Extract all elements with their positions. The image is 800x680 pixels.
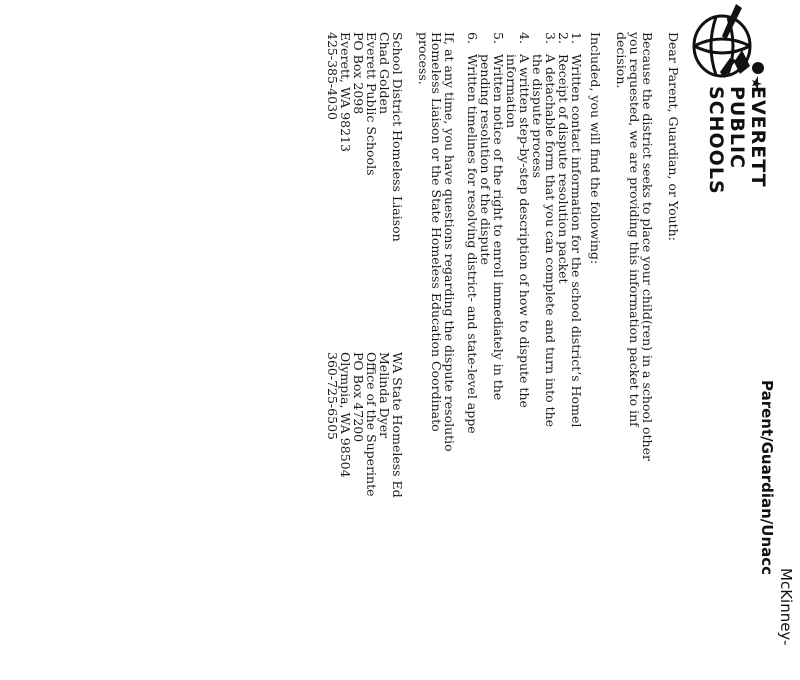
list-item-text: information — [504, 54, 519, 129]
logo-line: PUBLIC — [726, 86, 748, 169]
intro-paragraph — [615, 32, 654, 672]
intro-line: you requested, we are providing this information packet to inf — [627, 32, 642, 427]
contact-line: 425-385-4030 — [325, 32, 340, 120]
list-item-number: 6. — [465, 32, 480, 44]
logo-wordmark — [705, 86, 768, 195]
contact-line: WA State Homeless Ed — [390, 352, 405, 498]
list-item-text: A written step-by-step description of how to dispute the — [517, 54, 532, 408]
contact-line: Olympia, WA 98504 — [338, 352, 353, 478]
list-item-number: 1. — [569, 32, 584, 44]
salutation: Dear Parent, Guardian, or Youth: — [666, 32, 681, 241]
closing-line: If, at any time, you have questions regarding the dispute resolutio — [442, 32, 457, 452]
closing-paragraph — [417, 32, 456, 672]
intro-line: decision. — [614, 32, 629, 89]
list-item-text: A detachable form that you can complete and turn into the — [543, 54, 558, 428]
intro-line: Because the district seeks to place your child(ren) in a school other — [640, 32, 655, 461]
contact-line: Chad Golden — [377, 32, 392, 115]
list-item-text: pending resolution of the dispute — [478, 54, 493, 265]
globe-figure-icon — [682, 0, 772, 90]
list-item-text: Written contact information for the school district’s Homel — [569, 54, 584, 428]
header-line: McKinney- — [777, 568, 795, 646]
list-item-text: Written timelines for resolving district- and state-level appe — [465, 54, 480, 434]
closing-line: Homeless Liaison or the State Homeless Education Coordinato — [429, 32, 444, 432]
contact-line: 360-725-6505 — [325, 352, 340, 440]
included-heading: Included, you will find the following: — [588, 32, 603, 265]
district-liaison-contact — [326, 32, 404, 352]
list-item-text: the dispute process — [530, 54, 545, 179]
list-item-number: 2. — [556, 32, 571, 44]
list-item — [479, 32, 505, 672]
logo-line: SCHOOLS — [705, 86, 727, 195]
list-item-text: Receipt of dispute resolution packet — [556, 54, 571, 284]
letter-body — [326, 32, 680, 672]
logo-line: EVERETT — [747, 86, 769, 188]
header-title: Parent/Guardian/Unacc — [758, 380, 776, 576]
list-item — [505, 32, 531, 672]
contact-line: Everett Public Schools — [364, 32, 379, 176]
list-item — [466, 32, 479, 672]
contact-line: PO Box 47200 — [351, 352, 366, 443]
contact-line: Everett, WA 98213 — [338, 32, 353, 152]
document-header — [757, 380, 795, 680]
everett-public-schools-logo — [682, 0, 772, 195]
contact-line: Melinda Dyer — [377, 352, 392, 439]
list-item-number: 4. — [517, 32, 532, 44]
list-item-text: Written notice of the right to enroll immediately in the — [491, 54, 506, 401]
contact-line: PO Box 2098 — [351, 32, 366, 115]
contact-blocks — [326, 32, 404, 672]
contact-line: Office of the Superinte — [364, 352, 379, 497]
list-item-number: 3. — [543, 32, 558, 44]
list-item-number: 5. — [491, 32, 506, 44]
list-item — [531, 32, 557, 672]
included-list — [466, 32, 583, 672]
state-coordinator-contact — [326, 352, 404, 672]
list-item — [570, 32, 583, 672]
closing-line: process. — [416, 32, 431, 85]
contact-line: School District Homeless Liaison — [390, 32, 405, 242]
